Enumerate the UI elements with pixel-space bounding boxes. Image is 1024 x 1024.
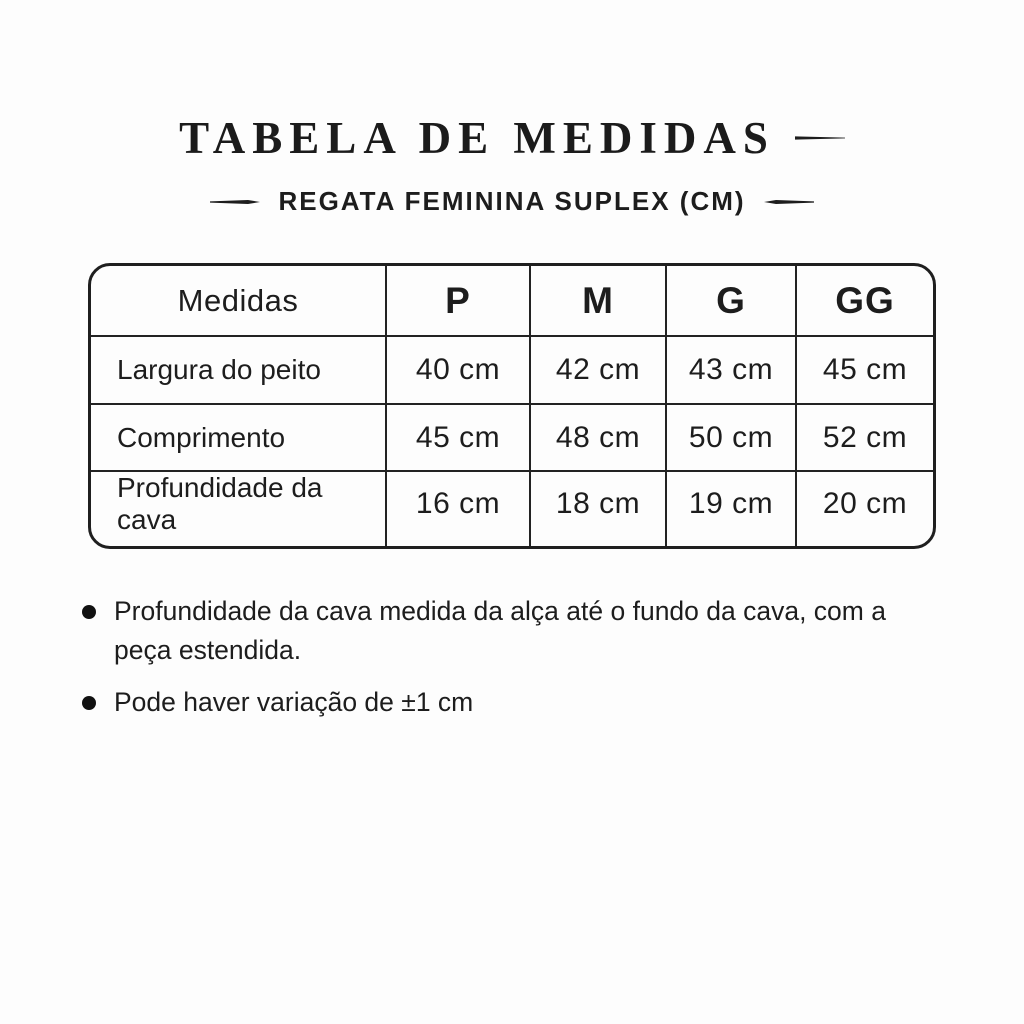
table-header-size-m: M xyxy=(529,266,665,335)
page-title: TABELA DE MEDIDAS xyxy=(179,113,775,163)
header xyxy=(0,112,1024,217)
footnote-text: Pode haver variação de ±1 cm xyxy=(114,687,474,717)
footnotes xyxy=(82,592,932,735)
title-row xyxy=(0,112,1024,164)
title-dash-icon xyxy=(795,133,845,143)
table-header-size-p: P xyxy=(385,266,529,335)
subtitle-left-dash-icon xyxy=(210,197,262,207)
footnote-variation xyxy=(82,683,932,722)
table-cell: 16 cm xyxy=(385,470,529,546)
footnote-text: Profundidade da cava medida da alça até o fundo da cava, com a peça estendida. xyxy=(114,596,886,665)
table-cell: 19 cm xyxy=(665,470,795,546)
table-cell: 18 cm xyxy=(529,470,665,546)
table-cell: 40 cm xyxy=(385,335,529,403)
table-cell: 42 cm xyxy=(529,335,665,403)
bullet-icon xyxy=(82,605,96,619)
table-header-label: Medidas xyxy=(177,282,299,318)
table-row-label-chest-width: Largura do peito xyxy=(91,335,385,403)
table-row-label-armhole-depth: Profundidade da cava xyxy=(91,470,385,546)
table-cell: 45 cm xyxy=(795,335,933,403)
table-row-label-length: Comprimento xyxy=(91,403,385,470)
table-cell: 20 cm xyxy=(795,470,933,546)
subtitle-right-dash-icon xyxy=(762,197,814,207)
table-cell: 48 cm xyxy=(529,403,665,470)
bullet-icon xyxy=(82,696,96,710)
table-header-measures xyxy=(91,266,385,335)
page-subtitle: REGATA FEMININA SUPLEX (CM) xyxy=(278,186,746,216)
table-header-size-g: G xyxy=(665,266,795,335)
footnote-armhole-measurement xyxy=(82,592,932,670)
table-cell: 43 cm xyxy=(665,335,795,403)
measurements-table xyxy=(88,263,936,549)
subtitle-row xyxy=(0,186,1024,217)
table-header-size-gg: GG xyxy=(795,266,933,335)
table-cell: 52 cm xyxy=(795,403,933,470)
table-cell: 50 cm xyxy=(665,403,795,470)
table-cell: 45 cm xyxy=(385,403,529,470)
